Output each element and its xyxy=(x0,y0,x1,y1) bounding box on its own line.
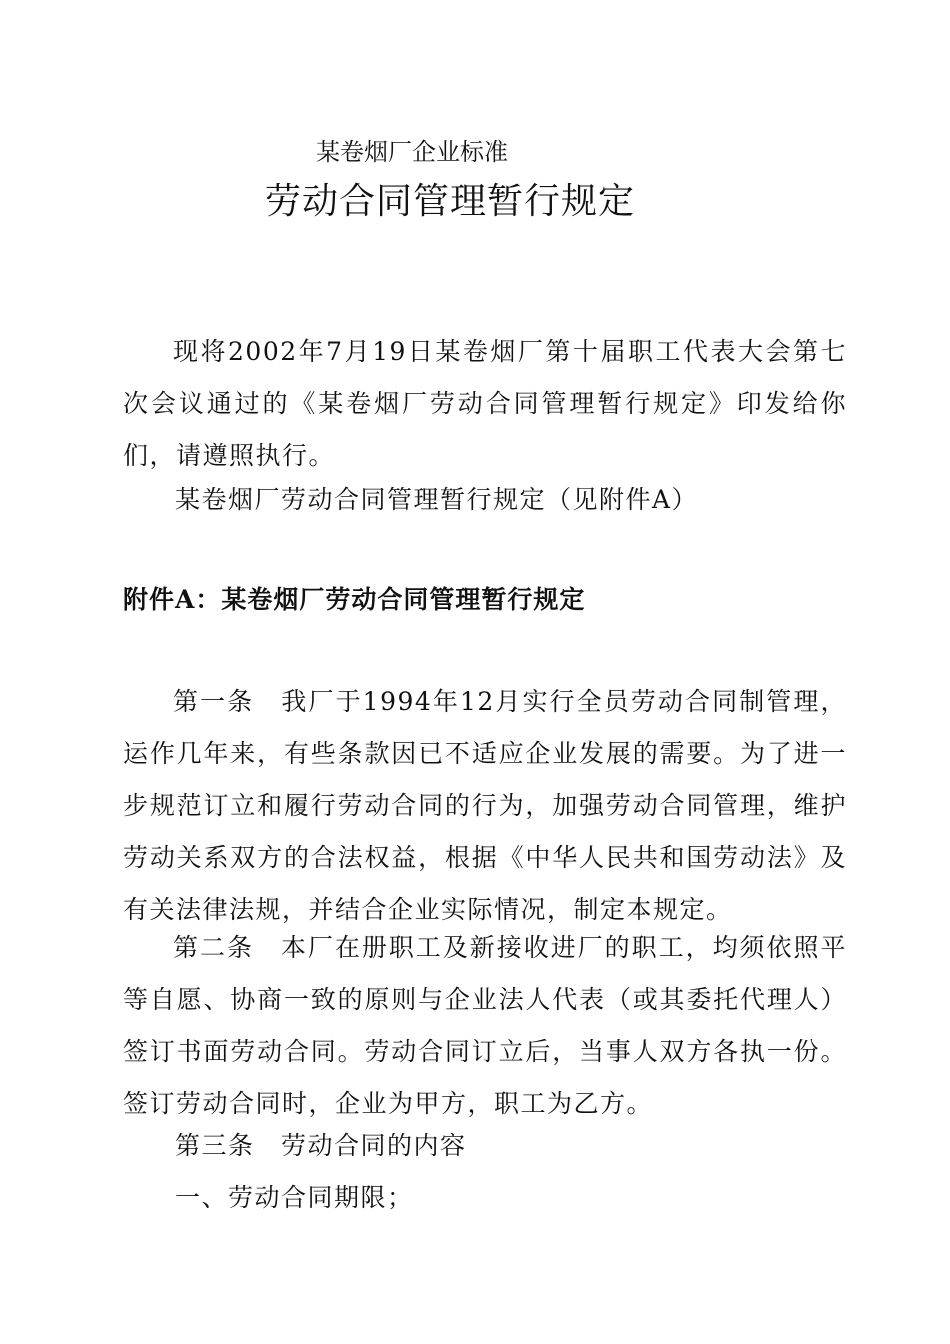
document-title: 劳动合同管理暂行规定 xyxy=(265,181,636,222)
article-2-paragraph: 第二条 本厂在册职工及新接收进厂的职工，均须依照平等自愿、协商一致的原则与企业法人代表（或其委托代理人）签订书面劳动合同。劳动合同订立后，当事人双方各执一份。签订劳动合同时，企业为甲方，职工为乙方。 xyxy=(123,933,847,1118)
article-1-paragraph: 第一条 我厂于1994年12月实行全员劳动合同制管理，运作几年来，有些条款因已不适应企业发展的需要。为了进一步规范订立和履行劳动合同的行为，加强劳动合同管理，维护劳动关系双方的合法权益，根据《中华人民共和国劳动法》及有关法律法规，并结合企业实际情况，制定本规定。 xyxy=(123,687,847,924)
list-item: 一、劳动合同期限； xyxy=(175,1183,414,1212)
document-header: 某卷烟厂企业标准 xyxy=(316,138,508,166)
article-3-heading: 第三条 劳动合同的内容 xyxy=(175,1131,467,1160)
reference-line: 某卷烟厂劳动合同管理暂行规定（见附件A） xyxy=(175,485,699,514)
attachment-heading: 附件A：某卷烟厂劳动合同管理暂行规定 xyxy=(123,585,586,614)
intro-paragraph: 现将2002年7月19日某卷烟厂第十届职工代表大会第七次会议通过的《某卷烟厂劳动合同管理暂行规定》印发给你们，请遵照执行。 xyxy=(123,337,847,470)
